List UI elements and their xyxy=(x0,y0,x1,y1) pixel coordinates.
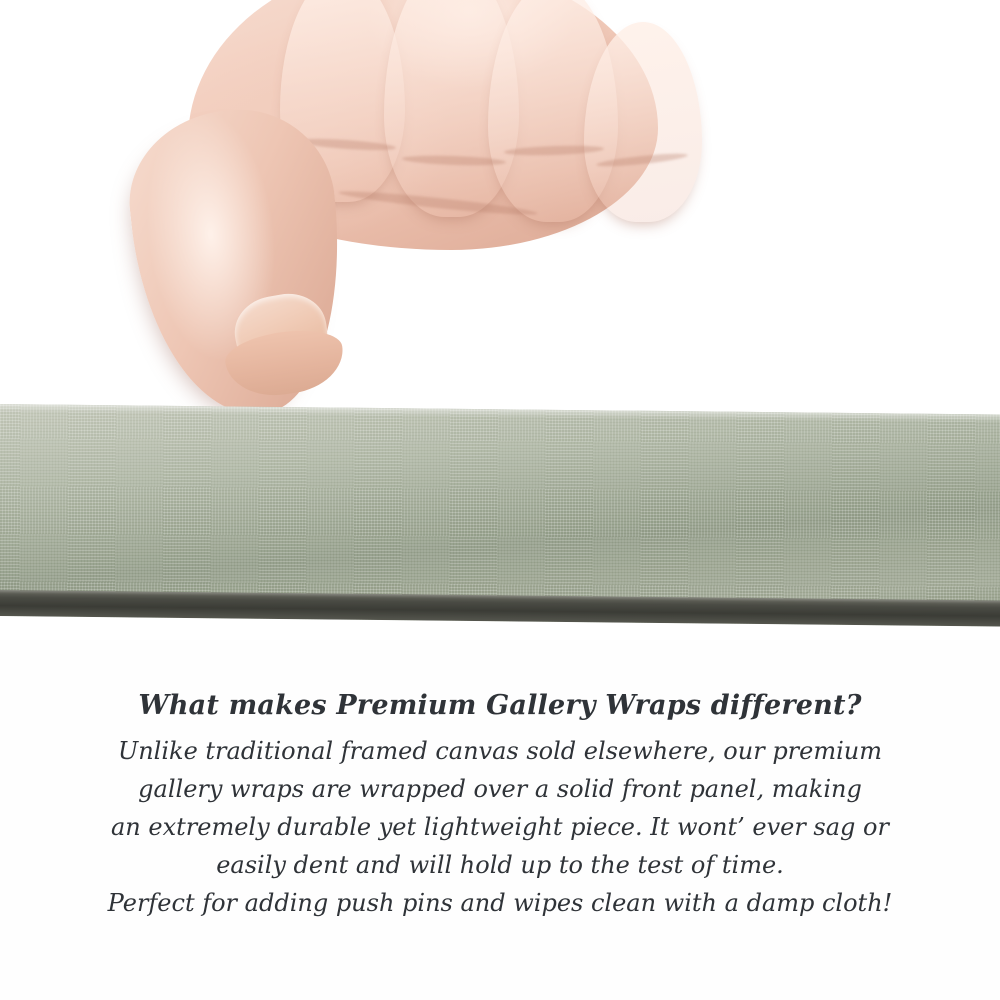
caption-title: What makes Premium Gallery Wraps different? xyxy=(138,690,862,721)
caption-line-5: Perfect for adding push pins and wipes clean with a damp cloth! xyxy=(107,889,893,917)
hand-pressing-icon xyxy=(118,0,678,430)
caption-line-2: gallery wraps are wrapped over a solid front panel, making xyxy=(138,775,862,803)
canvas-slab-icon xyxy=(0,404,1000,627)
caption-line-1: Unlike traditional framed canvas sold elsewhere, our premium xyxy=(117,737,882,765)
caption-block xyxy=(0,690,1000,922)
caption-line-3: an extremely durable yet lightweight piece. It wont’ ever sag or xyxy=(111,813,889,841)
caption-line-4: easily dent and will hold up to the test of time. xyxy=(216,851,784,879)
